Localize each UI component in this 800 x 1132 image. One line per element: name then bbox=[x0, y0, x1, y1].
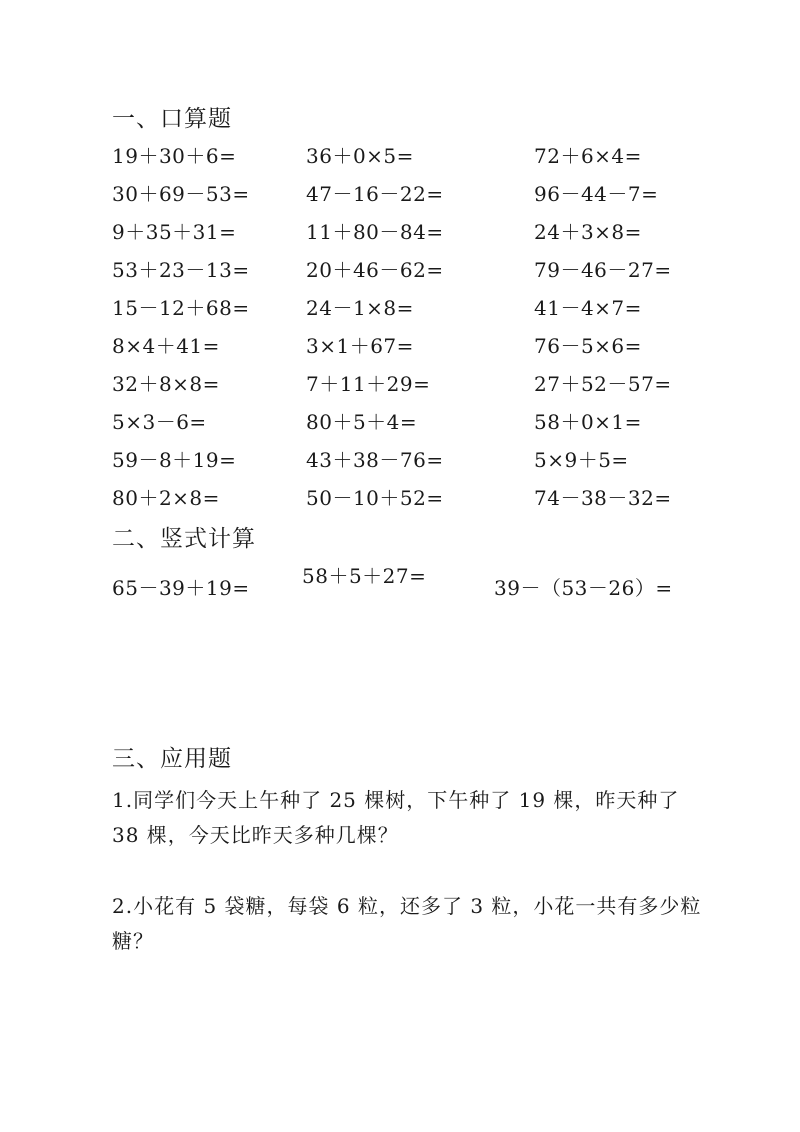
problem: 41－4×7= bbox=[534, 296, 642, 320]
problem: 58＋0×1= bbox=[534, 410, 642, 434]
problem: 5×3－6= bbox=[112, 410, 207, 434]
problem: 7＋11＋29= bbox=[306, 372, 431, 396]
problem: 24－1×8= bbox=[306, 296, 414, 320]
problem: 19＋30＋6= bbox=[112, 144, 237, 168]
problem: 32＋8×8= bbox=[112, 372, 220, 396]
problem: 80＋5＋4= bbox=[306, 410, 418, 434]
problem: 59－8＋19= bbox=[112, 448, 237, 472]
problem: 80＋2×8= bbox=[112, 486, 220, 510]
problem-row bbox=[0, 330, 800, 362]
problem: 24＋3×8= bbox=[534, 220, 642, 244]
problem: 53＋23－13= bbox=[112, 258, 250, 282]
problem-row bbox=[0, 178, 800, 210]
problem-row bbox=[0, 406, 800, 438]
problem: 96－44－7= bbox=[534, 182, 659, 206]
problem: 3×1＋67= bbox=[306, 334, 414, 358]
problem: 11＋80－84= bbox=[306, 220, 444, 244]
problem: 50－10＋52= bbox=[306, 486, 444, 510]
problem-row bbox=[0, 444, 800, 476]
problem: 5×9＋5= bbox=[534, 448, 629, 472]
section-2-title: 二、竖式计算 bbox=[112, 526, 256, 552]
section-1-title: 一、口算题 bbox=[112, 106, 232, 132]
problem: 47－16－22= bbox=[306, 182, 444, 206]
problem: 76－5×6= bbox=[534, 334, 642, 358]
problem-row bbox=[0, 216, 800, 248]
problem: 9＋35＋31= bbox=[112, 220, 237, 244]
problem-row bbox=[0, 482, 800, 514]
vertical-problem: 39－（53－26）= bbox=[494, 576, 673, 600]
problem: 72＋6×4= bbox=[534, 144, 642, 168]
problem: 36＋0×5= bbox=[306, 144, 414, 168]
problem: 8×4＋41= bbox=[112, 334, 220, 358]
problem-row bbox=[0, 292, 800, 324]
vertical-problem: 65－39＋19= bbox=[112, 576, 250, 600]
problem: 43＋38－76= bbox=[306, 448, 444, 472]
problem: 74－38－32= bbox=[534, 486, 672, 510]
problem: 79－46－27= bbox=[534, 258, 672, 282]
section-3-title: 三、应用题 bbox=[112, 746, 232, 772]
word-problem-2: 2.小花有 5 袋糖，每袋 6 粒，还多了 3 粒，小花一共有多少粒糖？ bbox=[112, 894, 702, 953]
problem: 30＋69－53= bbox=[112, 182, 250, 206]
problem-row bbox=[0, 140, 800, 172]
problem: 27＋52－57= bbox=[534, 372, 672, 396]
problem-row bbox=[0, 368, 800, 400]
vertical-problem: 58＋5＋27= bbox=[302, 564, 427, 588]
problem: 20＋46－62= bbox=[306, 258, 444, 282]
problem-row bbox=[0, 254, 800, 286]
word-problem-1: 1.同学们今天上午种了 25 棵树，下午种了 19 棵，昨天种了 38 棵，今天比昨天多种几棵？ bbox=[112, 788, 680, 847]
problem: 15－12＋68= bbox=[112, 296, 250, 320]
